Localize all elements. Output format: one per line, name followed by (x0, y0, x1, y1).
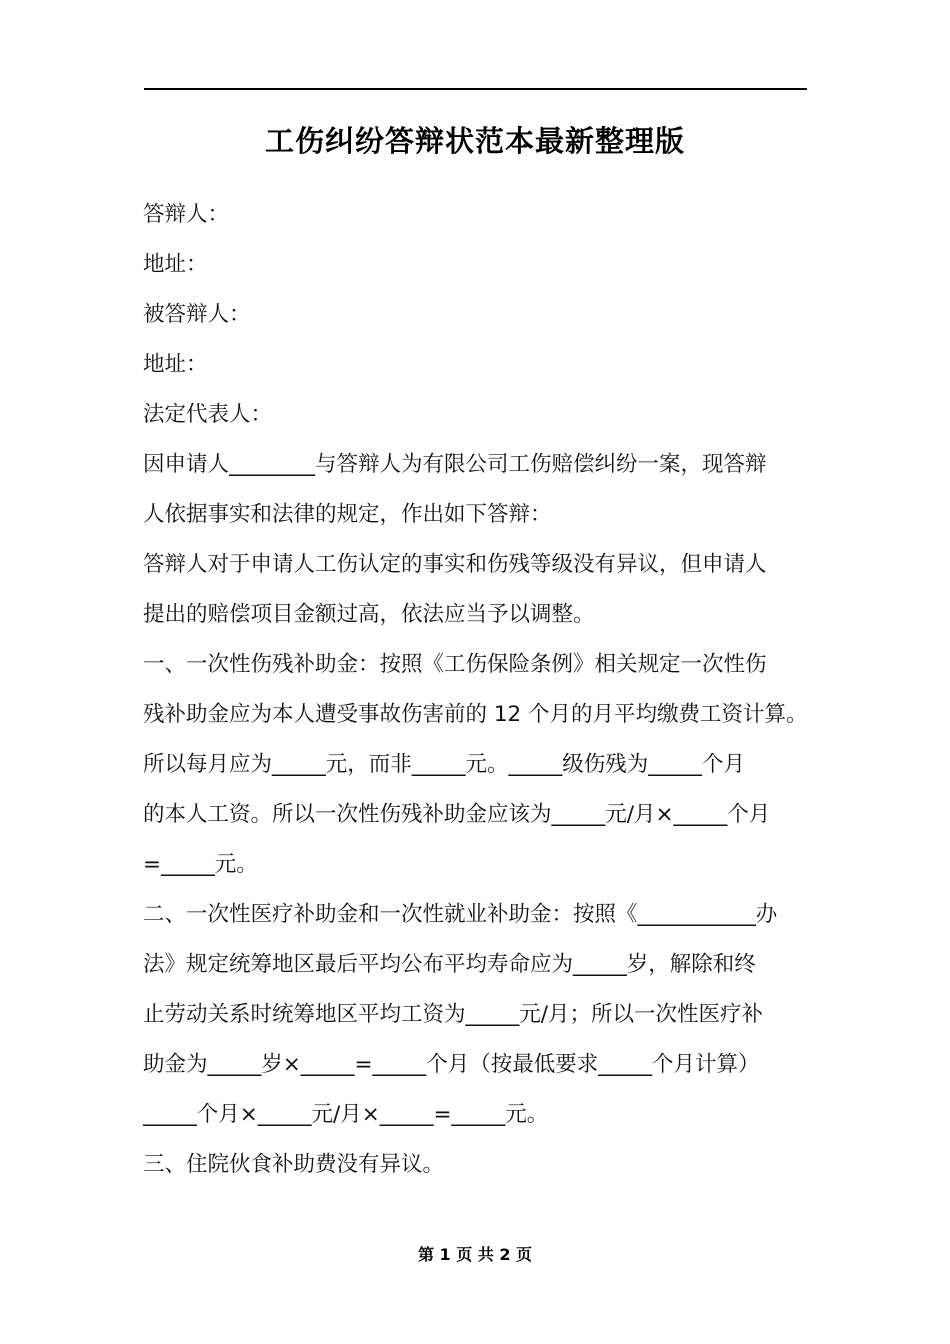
claimant-address-line: 地址： (143, 352, 208, 377)
paragraph-line: 助金为_____岁×_____=_____个月（按最低要求_____个月计算） (143, 1052, 760, 1077)
document-title: 工伤纠纷答辩状范本最新整理版 (264, 124, 685, 158)
paragraph-line: 止劳动关系时统筹地区平均工资为_____元/月；所以一次性医疗补 (143, 1002, 763, 1027)
paragraph-line: 一、一次性伤残补助金：按照《工伤保险条例》相关规定一次性伤 (143, 652, 767, 677)
paragraph-line: 残补助金应为本人遭受事故伤害前的 12 个月的月平均缴费工资计算。 (143, 702, 808, 727)
paragraph-line: 法》规定统筹地区最后平均公布平均寿命应为_____岁，解除和终 (143, 952, 756, 977)
respondent-line: 答辩人： (143, 202, 230, 227)
paragraph-line: 人依据事实和法律的规定，作出如下答辩： (143, 502, 552, 527)
paragraph-line: =_____元。 (143, 852, 258, 877)
legal-representative-line: 法定代表人： (143, 402, 273, 427)
paragraph-line: 所以每月应为_____元，而非_____元。_____级伤残为_____个月 (143, 752, 746, 777)
paragraph-line: _____个月×_____元/月×_____=_____元。 (143, 1102, 549, 1127)
paragraph-line: 答辩人对于申请人工伤认定的事实和伤残等级没有异议，但申请人 (143, 552, 767, 577)
respondent-address-line: 地址： (143, 252, 208, 277)
header-rule (144, 88, 807, 90)
page-number: 第 1 页 共 2 页 (417, 1245, 533, 1264)
paragraph-line: 因申请人________与答辩人为有限公司工伤赔偿纠纷一案，现答辩 (143, 452, 767, 477)
claimant-line: 被答辩人： (143, 302, 251, 327)
paragraph-line: 的本人工资。所以一次性伤残补助金应该为_____元/月×_____个月 (143, 802, 771, 827)
paragraph-line: 提出的赔偿项目金额过高，依法应当予以调整。 (143, 602, 595, 627)
paragraph-line: 三、住院伙食补助费没有异议。 (143, 1152, 445, 1177)
document-body (143, 190, 813, 1190)
paragraph-line: 二、一次性医疗补助金和一次性就业补助金：按照《___________办 (143, 902, 778, 927)
